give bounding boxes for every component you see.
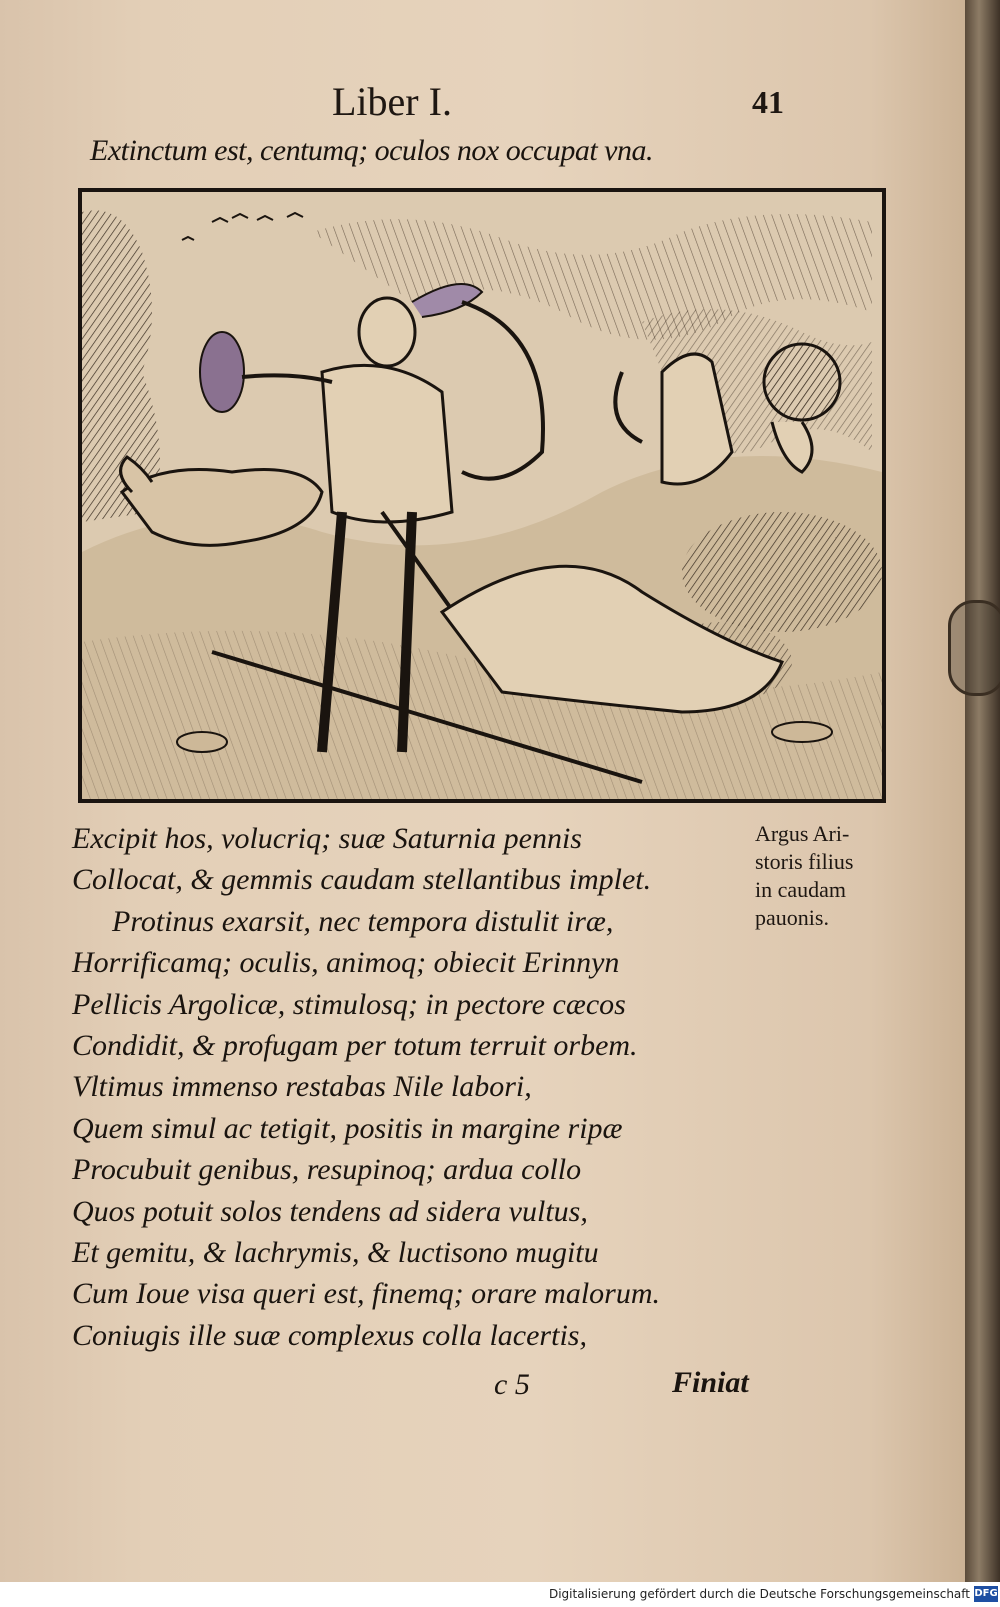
verse-line: Cum Ioue visa queri est, finemq; orare malorum. [72,1277,660,1311]
verse-line: Protinus exarsit, nec tempora distulit iræ, [112,904,614,938]
verse-line: Quos potuit solos tendens ad sidera vultus, [72,1194,588,1228]
verse-line: Pellicis Argolicæ, stimulosq; in pectore cæcos [72,987,626,1021]
verse-line: Procubuit genibus, resupinoq; ardua collo [72,1153,582,1187]
book-spine [965,0,1000,1582]
verse-line: Condidit, & profugam per totum terruit orbem. [72,1029,638,1063]
verse-line: Quem simul ac tetigit, positis in margine ripæ [72,1111,623,1145]
woodcut-illustration [78,188,886,803]
marginal-note-line: Argus Ari- [755,821,850,846]
verse-line: Collocat, & gemmis caudam stellantibus implet. [72,863,652,897]
marginal-note-line: pauonis. [755,905,829,930]
verse-line: Coniugis ille suæ complexus colla lacertis, [72,1318,587,1352]
funding-credit: Digitalisierung gefördert durch die Deutsche Forschungsgemeinschaft [548,1587,970,1601]
page-clasp [948,600,1000,696]
verse-line: Vltimus immenso restabas Nile labori, [72,1070,532,1104]
running-title: Liber I. [332,79,452,124]
digitization-footer [0,1582,1000,1607]
catchword: Finiat [672,1366,749,1399]
verse-block [72,818,752,1356]
marginal-note [755,820,853,932]
marginal-note-line: in caudam [755,877,847,902]
signature-mark: c 5 [494,1368,530,1401]
woodcut-image [82,192,882,799]
page-header [0,78,965,138]
verse-line: Et gemitu, & lachrymis, & luctisono mugitu [72,1236,599,1270]
verse-line: Horrificamq; oculis, animoq; obiecit Erinnyn [72,946,620,980]
dfg-logo-icon: DFG [974,1586,998,1602]
woodcut-caption: Extinctum est, centumq; oculos nox occupat vna. [90,134,653,167]
marginal-note-line: storis filius [755,849,854,874]
verse-line: Excipit hos, volucriq; suæ Saturnia pennis [72,822,582,855]
page-number: 41 [752,84,784,120]
